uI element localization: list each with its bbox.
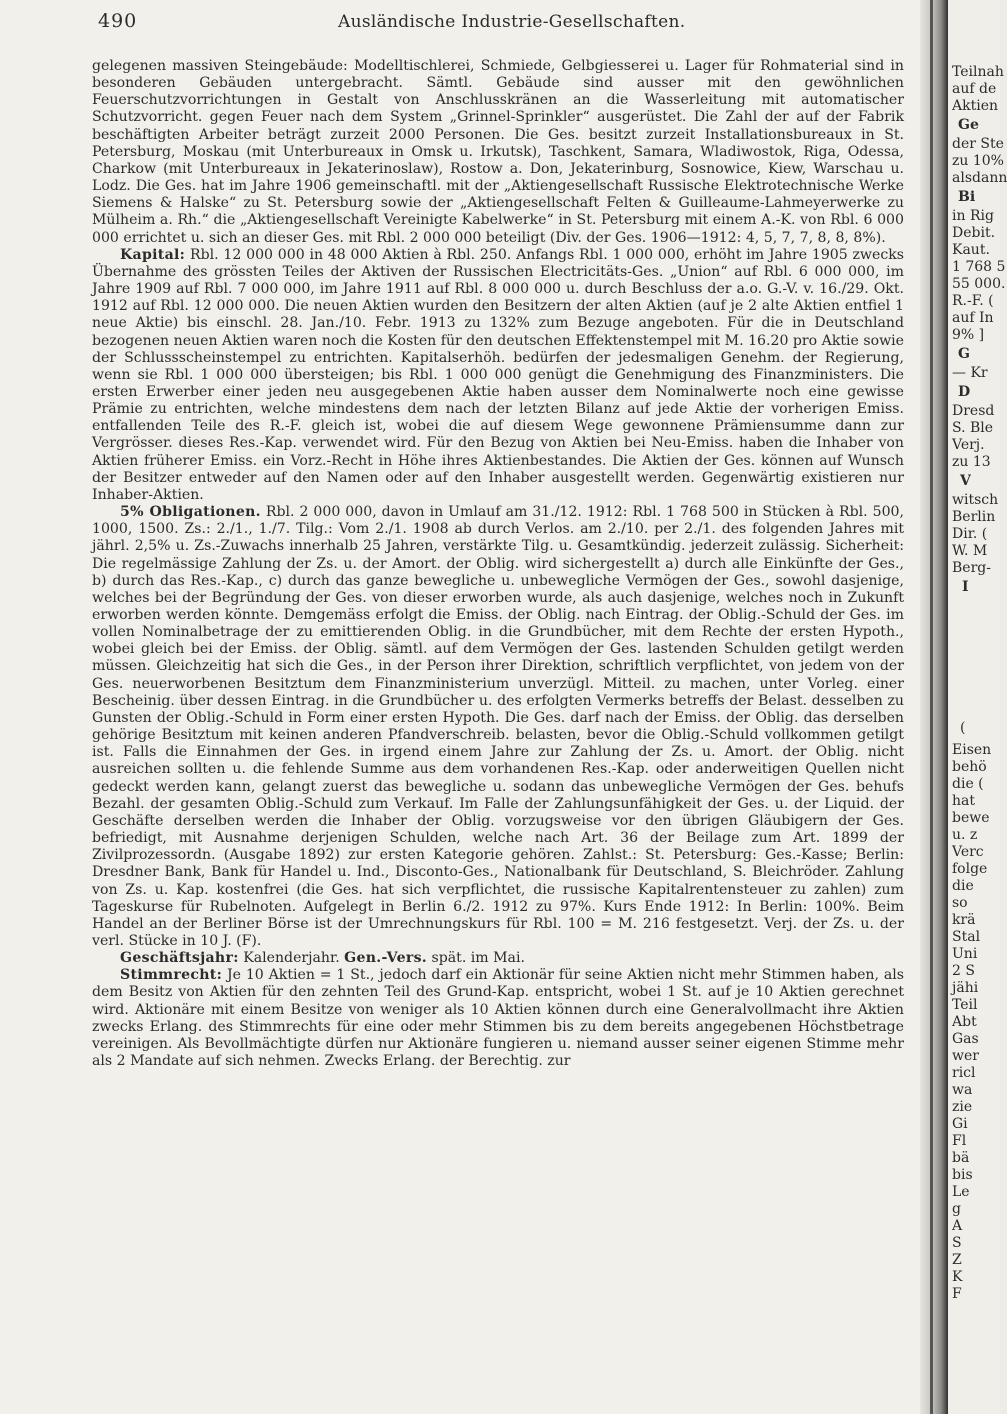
next-page-fragment: Dresd xyxy=(952,403,995,419)
next-page-fragment: Z xyxy=(952,1252,962,1268)
next-page-fragment: auf de xyxy=(952,81,997,97)
next-page-fragment: folge xyxy=(952,861,988,877)
paragraph-obligationen xyxy=(92,504,904,950)
paragraph-geschaeftsjahr xyxy=(92,950,904,967)
next-page-fragment: zu 10% xyxy=(952,153,1004,169)
next-page-fragment: Abt xyxy=(952,1014,977,1030)
paragraph-text: Kalenderjahr. xyxy=(238,950,345,967)
next-page-fragment: hat xyxy=(952,793,975,809)
paragraph-text: spät. im Mai. xyxy=(427,950,525,967)
next-page-fragment: bä xyxy=(952,1150,970,1166)
next-page-fragment: Gas xyxy=(952,1031,979,1047)
paragraph-kapital xyxy=(92,247,904,504)
next-page-fragment: Gi xyxy=(952,1116,968,1132)
section-heading-gen-vers: Gen.-Vers. xyxy=(344,950,428,967)
next-page-fragment: K xyxy=(952,1269,963,1285)
section-heading-kapital: Kapital: xyxy=(120,246,186,263)
next-page-fragment: Teilnah xyxy=(952,64,1004,80)
next-page-fragment: V xyxy=(960,473,971,489)
next-page-fragment: Eisen xyxy=(952,742,992,758)
paragraph-stimmrecht xyxy=(92,967,904,1070)
next-page-fragment: zu 13 xyxy=(952,454,991,470)
next-page-fragment: Uni xyxy=(952,946,978,962)
next-page-fragment: S xyxy=(952,1235,962,1251)
next-page-fragment: Debit. xyxy=(952,225,996,241)
next-page-fragment: alsdann xyxy=(952,170,1007,186)
next-page-fragment: Verj. xyxy=(952,437,985,453)
paragraph-text: Je 10 Aktien = 1 St., jedoch darf ein Aktionär für seine Aktien nicht mehr Stimmen haben, als dem Besitz von Aktien für den zehnten Teil des Grund-Kap. entspricht, wobei 1 St. auf je 10 Aktien gerechnet wird. Aktionäre mit einem Besitze von weniger als 10 Aktien können durch eine Generalvollmacht ihre Aktien zwecks Erlang. des Stimmrechts für eine oder mehr Stimmen bis zu dem bereits angegebenen Höchstbetrage vereinigen. Als Bevollmächtigte dürfen nur Aktionäre fungieren u. niemand ausser seiner eigenen Stimme mehr als 2 Mandate auf sich nehmen. Zwecks Erlang. der Berechtig. zur xyxy=(92,967,904,1070)
next-page-fragment: Fl xyxy=(952,1133,967,1149)
next-page-fragment: 1 768 5 xyxy=(952,259,1006,275)
next-page-fragment: behö xyxy=(952,759,987,775)
next-page-fragment: 55 000. xyxy=(952,276,1006,292)
next-page-fragment: Berg- xyxy=(952,560,991,576)
section-heading-stimmrecht: Stimmrecht: xyxy=(120,967,223,984)
next-page-fragment: W. M xyxy=(952,543,988,559)
next-page-fragment: I xyxy=(962,579,969,595)
section-heading-geschaeftsjahr: Geschäftsjahr: xyxy=(120,950,239,967)
page-number: 490 xyxy=(98,10,138,32)
next-page-fragment: — Kr xyxy=(952,365,988,381)
next-page-fragment: R.-F. ( xyxy=(952,293,994,309)
paragraph-text: gelegenen massiven Steingebäude: Modelltischlerei, Schmiede, Gelbgiesserei u. Lager für Rohmaterial sind in besonderen Gebäuden untergebracht. Sämtl. Gebäude sind ausser mit den gewöhnlichen Feuerschutzvorrichtungen in Gestalt von Anschlusskränen an die Wasserleitung mit automatischer Schutzvorricht. gegen Feuer nach dem System „Grinnel-Sprinkler“ ausgerüstet. Die Zahl der auf der Fabrik beschäftigten Arbeiter beträgt zurzeit 2000 Personen. Die Ges. besitzt zurzeit Installationsbureaux in St. Petersburg, Moskau (mit Unterbureaux in Omsk u. Irkutsk), Taschkent, Samara, Wladiwostok, Riga, Odessa, Charkow (mit Unterbureaux in Jekaterinoslaw), Rostow a. Don, Jekaterinburg, Sosnowice, Kiew, Warschau u. Lodz. Die Ges. hat im Jahre 1906 gemeinschaftl. mit der „Aktiengesellschaft Russische Elektrotechnische Werke Siemens & Halske“ zu St. Petersburg sowie der „Aktiengesellschaft Felten & Guilleaume-Lahmeyerwerke zu Mülheim a. Rh.“ die „Aktiengesellschaft Vereinigte Kabelwerke“ in St. Petersburg mit einem A.-K. von Rbl. 6 000 000 errichtet u. sich an dieser Ges. mit Rbl. 2 000 000 beteiligt (Div. der Ges. 1906—1912: 4, 5, 7, 7, 8, 8, 8%). xyxy=(92,58,904,246)
next-page-fragment: g xyxy=(952,1201,961,1217)
paragraph-text: Rbl. 2 000 000, davon in Umlauf am 31./12. 1912: Rbl. 1 768 500 in Stücken à Rbl. 500, 1000, 1500. Zs.: 2./1., 1./7. Tilg.: Vom 2./1. 1908 ab durch Verlos. am 2./10. per 2./1. des folgenden Jahres mit jährl. 2,5% u. Zs.-Zuwachs innerhalb 25 Jahren, verstärkte Tilg. u. Gesamtkündig. jederzeit zulässig. Sicherheit: Die regelmässige Zahlung der Zs. u. der Amort. der Oblig. wird sichergestellt a) durch alle Einkünfte der Ges., b) durch das Res.-Kap., c) durch das ganze bewegliche u. unbewegliche Vermögen der Ges., sowohl dasjenige, welches bei der Begründung der Ges. von dieser erworben wurde, als auch dasjenige, welches noch in Zukunft erworben werden könnte. Demgemäss erfolgt die Emiss. der Oblig. nach Eintrag. der Oblig.-Schuld der Ges. im vollen Nominalbetrage der zu emittierenden Oblig. in die Grundbücher, mit dem Rechte der ersten Hypoth., wobei gleich bei der Emiss. der Oblig. sämtl. auf dem Vermögen der Ges. lastenden Schulden getilgt werden müssen. Gleichzeitig hat sich die Ges., in der Person ihrer Direktion, schriftlich verpflichtet, von jedem von der Ges. neuerworbenen Besitztum dem Finanzministerium unverzügl. Mitteil. zu machen, unter Vorleg. einer Bescheinig. über dessen Eintrag. in die Grundbücher u. des erfolgten Vermerks betreffs der Belast. desselben zu Gunsten der Oblig.-Schuld in Form einer ersten Hypoth. Die Ges. darf nach der Emiss. der Oblig. das derselben gehörige Besitztum mit keinen anderen Pfandverschreib. belasten, bevor die Oblig.-Schuld vollkommen getilgt ist. Falls die Einnahmen der Ges. in irgend einem Jahre zur Zahlung der Zs. u. Amort. der Oblig. nicht ausreichen sollten u. die fehlende Summe aus dem vorhandenen Res.-Kap. oder anderweitigen Quellen nicht gedeckt werden kann, gelangt zuerst das bewegliche u. sodann das unbewegliche Vermögen der Ges. behufs Bezahl. der gesamten Oblig.-Schuld zum Verkauf. Im Falle der Zahlungsunfähigkeit der Ges. u. der Liquid. der Geschäfte derselben werden die Inhaber der Oblig. vorzugsweise vor den übrigen Gläubigern der Ges. befriedigt, mit Ausnahme derjenigen Schulden, welche nach Art. 36 der Beilage zum Art. 1899 der Zivilprozessordn. (Ausgabe 1892) zur ersten Kategorie gehören. Zahlst.: St. Petersburg: Ges.-Kasse; Berlin: Dresdner Bank, Bank für Handel u. Ind., Disconto-Ges., Nationalbank für Deutschland, S. Bleichröder. Zahlung von Zs. u. Kap. kostenfrei (die Ges. hat sich verpflichtet, die russische Kapitalrentensteuer zu zahlen) zum Tageskurse für Rubelnoten. Aufgelegt in Berlin 6./2. 1912 zu 97%. Kurs Ende 1912: In Berlin: 100%. Beim Handel an der Berliner Börse ist der Umrechnungskurs für Rbl. 100 = M. 216 festgesetzt. Verj. der Zs. u. der verl. Stücke in 10 J. (F). xyxy=(92,504,904,949)
section-heading-obligationen: 5% Obligationen. xyxy=(120,504,261,521)
next-page-fragment: der Ste xyxy=(952,136,1004,152)
next-page-fragment: Dir. ( xyxy=(952,526,988,542)
next-page-fragment: ( xyxy=(960,720,966,736)
next-page-fragment: die ( xyxy=(952,776,984,792)
book-gutter-shadow xyxy=(920,0,948,1414)
next-page-fragment: S. Ble xyxy=(952,420,994,436)
next-page-fragment: Verc xyxy=(952,844,984,860)
next-page-fragment: in Rig xyxy=(952,208,994,224)
next-page-fragment: so xyxy=(952,895,968,911)
next-page-fragment: A xyxy=(952,1218,963,1234)
next-page-fragment: D xyxy=(958,384,971,400)
next-page-fragment: ricl xyxy=(952,1065,976,1081)
next-page-fragment: Teil xyxy=(952,997,978,1013)
next-page-fragment: Berlin xyxy=(952,509,996,525)
paragraph-factory-description xyxy=(92,58,904,247)
next-page-fragment: F xyxy=(952,1286,962,1302)
next-page-fragment: witsch xyxy=(952,492,999,508)
next-page-fragment: auf In xyxy=(952,310,994,326)
next-page-fragment: Bi xyxy=(958,189,976,205)
next-page-fragment: Aktien xyxy=(952,98,998,114)
next-page-fragment: die xyxy=(952,878,974,894)
next-page-fragment: zie xyxy=(952,1099,973,1115)
next-page-fragment: wa xyxy=(952,1082,973,1098)
next-page-fragment: bewe xyxy=(952,810,990,826)
next-page-fragment: krä xyxy=(952,912,976,928)
next-page-fragment: 9% ] xyxy=(952,327,985,343)
next-page-fragment: 2 S xyxy=(952,963,975,979)
next-page-fragment: G xyxy=(958,346,970,362)
main-text-column xyxy=(92,58,904,1388)
next-page-fragment: Le xyxy=(952,1184,970,1200)
paragraph-text: Rbl. 12 000 000 in 48 000 Aktien à Rbl. 250. Anfangs Rbl. 1 000 000, erhöht im Jahre 1905 zwecks Übernahme des grössten Teiles der Aktiven der Russischen Electricitäts-Ges. „Union“ auf Rbl. 6 000 000, im Jahre 1909 auf Rbl. 7 000 000, im Jahre 1911 auf Rbl. 8 000 000 u. durch Beschluss der a.o. G.-V. v. 16./29. Okt. 1912 auf Rbl. 12 000 000. Die neuen Aktien wurden den Besitzern der alten Aktien (auf je 2 alte Aktien entfiel 1 neue Aktie) bis einschl. 28. Jan./10. Febr. 1913 zu 132% zum Bezuge angeboten. Für die in Deutschland bezogenen neuen Aktien waren noch die Kosten für den deutschen Effektenstempel mit M. 16.20 pro Aktie sowie der Schlussscheinstempel zu entrichten. Kapitalserhöh. bedürfen der jedesmaligen Genehm. der Regierung, wenn sie Rbl. 1 000 000 übersteigen; bis Rbl. 1 000 000 genügt die Genehmigung des Finanzministers. Die ersten Erwerber einer jeden neu ausgegebenen Aktie haben ausser dem Nominalwerte noch eine gewisse Prämie zu entrichten, welche mindestens dem nach der letzten Bilanz auf jede Aktie der vorherigen Emiss. entfallenden Teile des R.-F. gleich ist, wobei die auf diesem Wege gewonnene Prämiensumme dann zur Vergrösser. dieses Res.-Kap. verwendet wird. Für den Bezug von Aktien bei Neu-Emiss. haben die Inhaber von Aktien früherer Emiss. ein Vorz.-Recht in Höhe ihres Aktienbestandes. Die Aktien der Ges. können auf Wunsch der Besitzer entweder auf den Namen oder auf den Inhaber ausgestellt werden. Gegenwärtig existieren nur Inhaber-Aktien. xyxy=(92,246,904,503)
next-page-edge xyxy=(948,0,1007,1414)
running-title: Ausländische Industrie-Gesellschaften. xyxy=(338,12,686,32)
next-page-fragment: bis xyxy=(952,1167,973,1183)
next-page-fragment: jähi xyxy=(952,980,979,996)
next-page-fragment: u. z xyxy=(952,827,978,843)
page-header xyxy=(98,6,898,46)
next-page-fragment: wer xyxy=(952,1048,979,1064)
next-page-fragment: Stal xyxy=(952,929,981,945)
next-page-fragment: Ge xyxy=(958,117,979,133)
next-page-fragment: Kaut. xyxy=(952,242,990,258)
book-spine xyxy=(930,0,933,1414)
